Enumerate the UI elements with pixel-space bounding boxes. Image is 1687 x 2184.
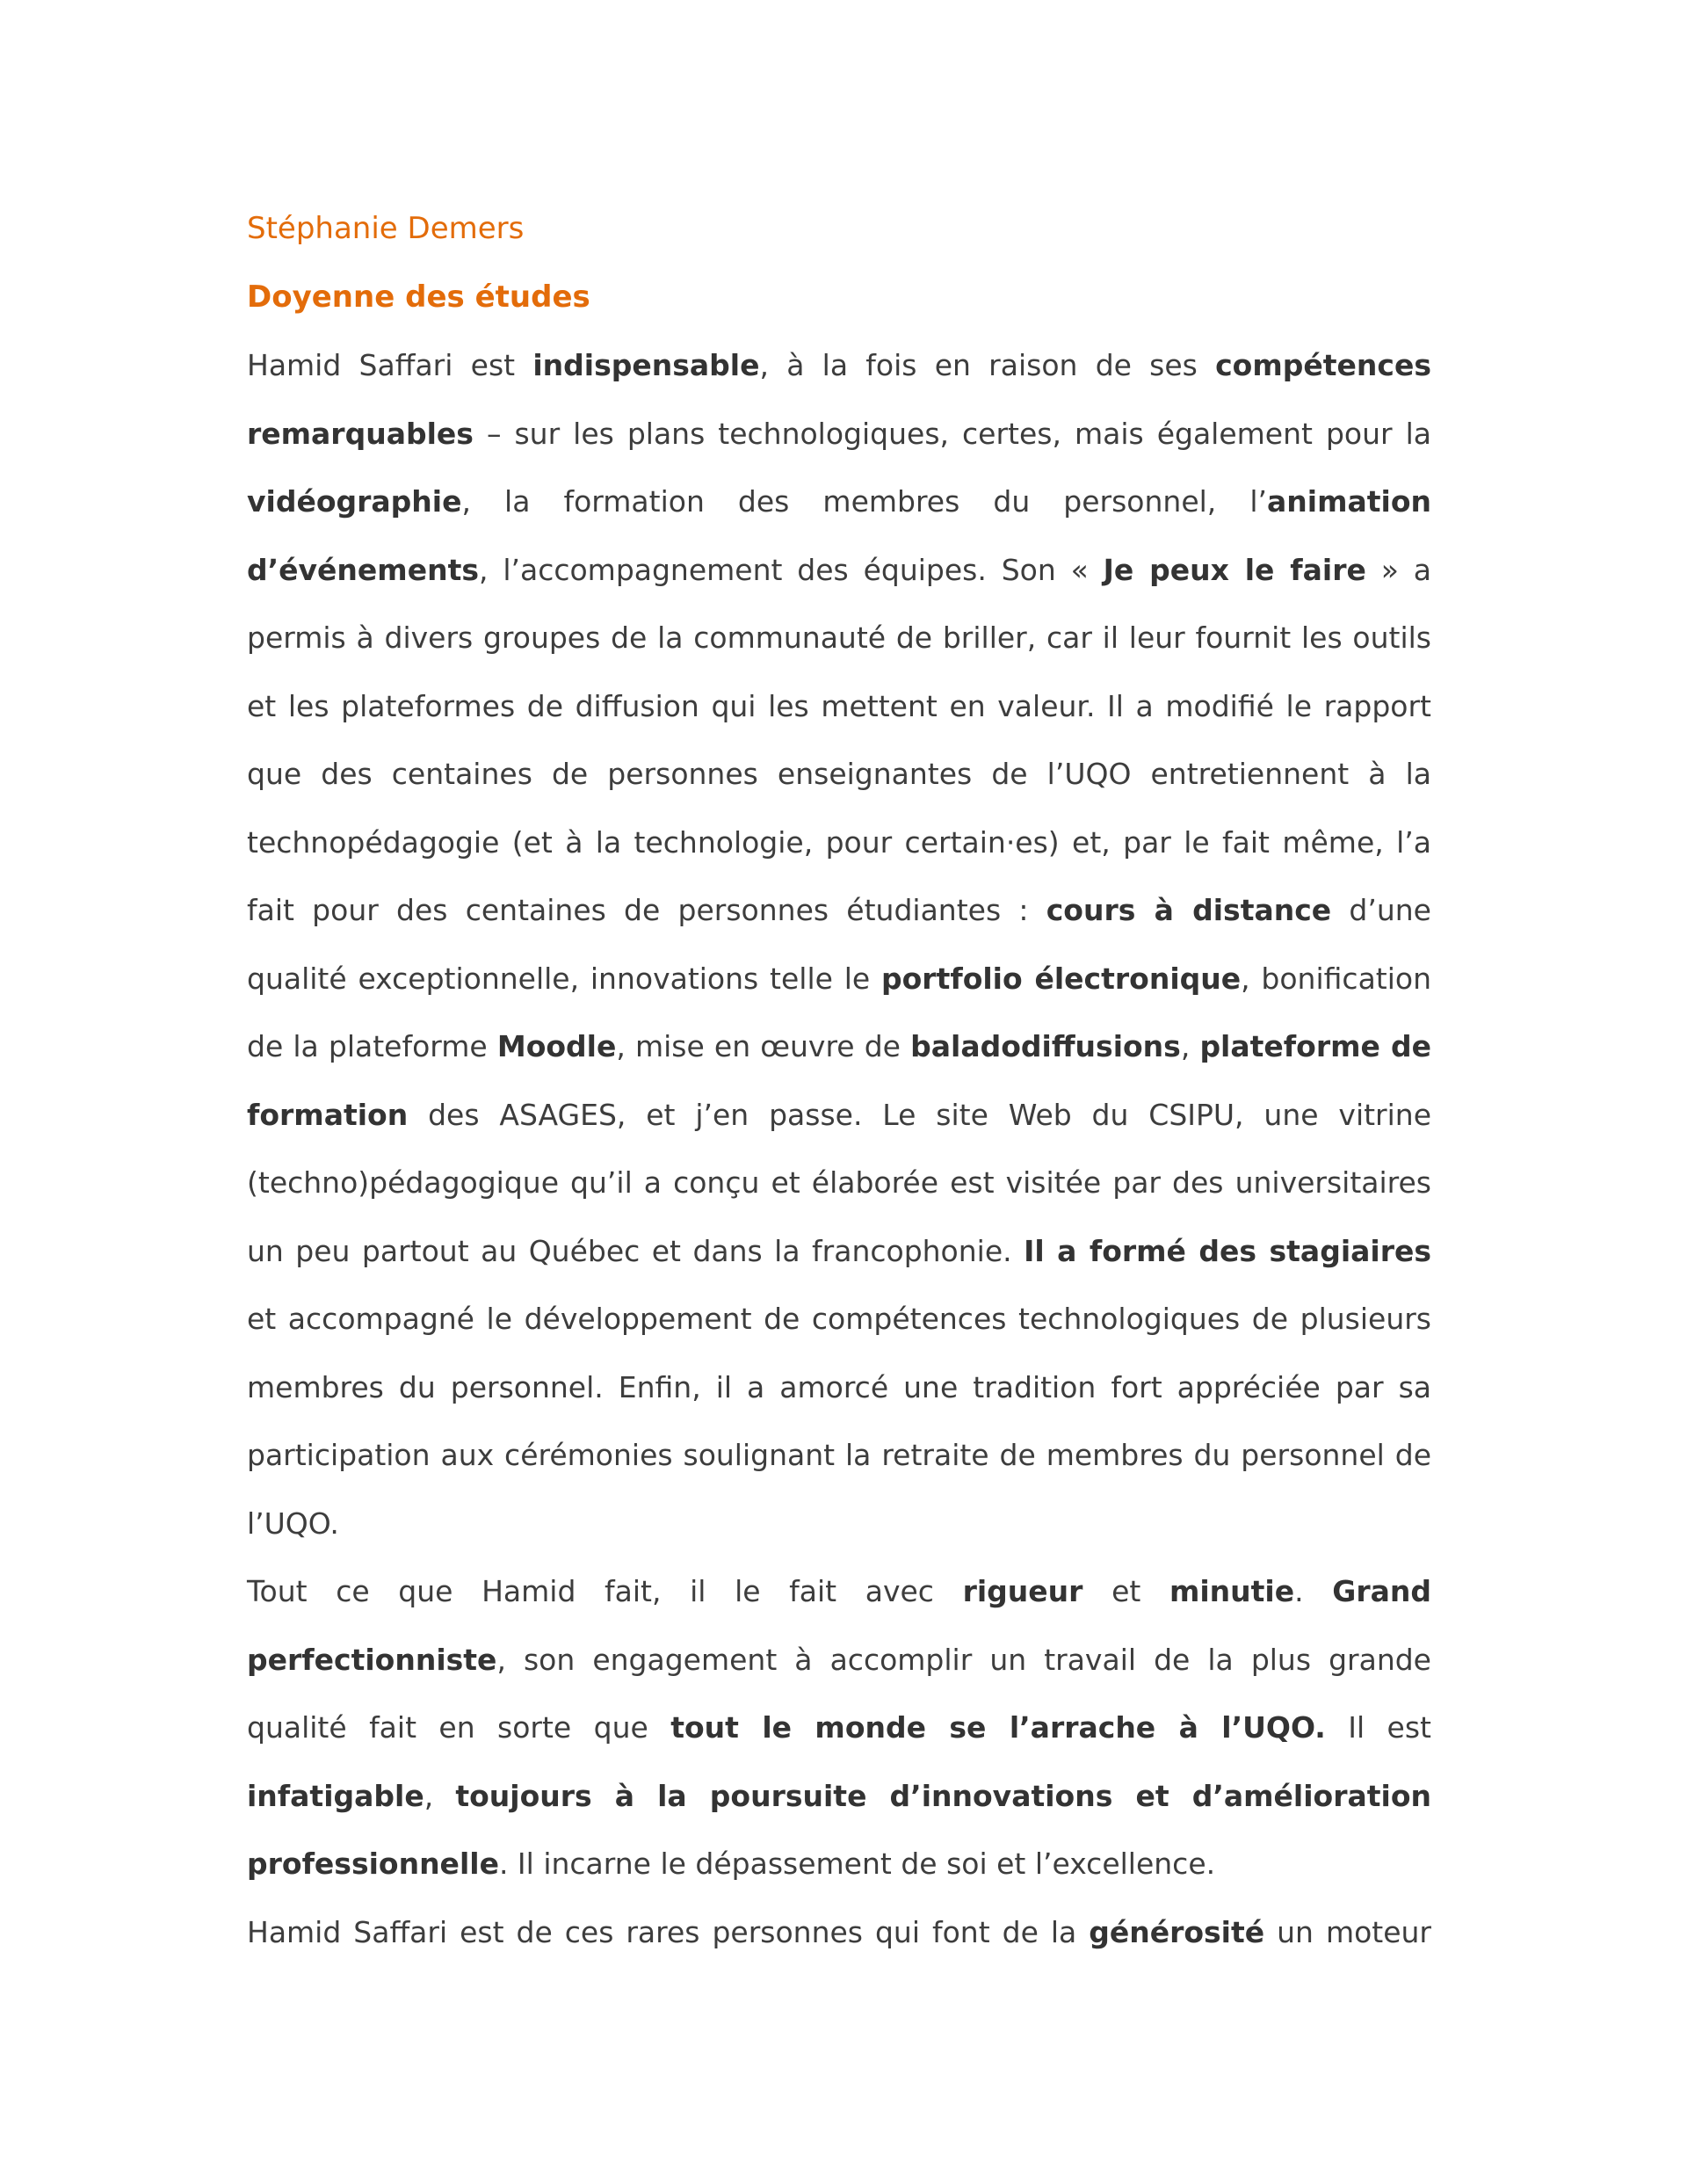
- paragraph-text: ,: [1180, 1029, 1200, 1063]
- emphasized-text: animation d’événements: [247, 484, 1431, 587]
- paragraph-text: – sur les plans technologiques, certes, mais également pour la: [473, 416, 1431, 451]
- paragraph-text: et accompagné le développement de compétences technologiques de plusieurs membres du personnel. Enfin, il a amorcé une tradition fort appréciée par sa participation aux cérémonies soulignant la retraite de membres du personnel de l’UQO.: [247, 1302, 1431, 1541]
- paragraph-text: , l’accompagnement des équipes. Son «: [478, 552, 1104, 587]
- emphasized-text: plateforme de formation: [247, 1029, 1431, 1132]
- emphasized-text: indispensable: [532, 348, 760, 382]
- emphasized-text: portfolio électronique: [881, 961, 1242, 996]
- paragraph-text: .: [1294, 1574, 1333, 1608]
- emphasized-text: cours à distance: [1046, 893, 1332, 927]
- paragraph-text: un moteur: [1264, 1914, 1431, 1949]
- author-role: Doyenne des études: [247, 279, 590, 315]
- emphasized-text: vidéographie: [247, 484, 462, 519]
- paragraph-text: . Il incarne le dépassement de soi et l’excellence.: [498, 1847, 1216, 1881]
- paragraph-text: Il est: [1325, 1710, 1431, 1745]
- emphasized-text: compétences remarquables: [247, 348, 1431, 451]
- emphasized-text: Moodle: [496, 1029, 617, 1063]
- emphasized-text: rigueur: [962, 1574, 1083, 1608]
- emphasized-text: Je peux le faire: [1103, 552, 1366, 587]
- paragraph-text: , son engagement à accomplir un travail de la plus grande qualité fait en sorte que: [247, 1642, 1431, 1745]
- paragraph: [247, 1557, 1431, 1898]
- paragraph-text: » a permis à divers groupes de la communauté de briller, car il leur fournit les outils et les plateformes de diffusion qui les mettent en valeur. Il a modifié le rapport que des centaines de personnes enseignantes de l’UQO entretiennent à la technopédagogie (et à la technologie, pour certain·es) et, par le fait même, l’a fait pour des centaines de personnes étudiantes :: [247, 552, 1431, 927]
- emphasized-text: infatigable: [247, 1778, 424, 1813]
- paragraph-text: et: [1082, 1574, 1169, 1608]
- emphasized-text: générosité: [1089, 1914, 1265, 1949]
- emphasized-text: minutie: [1169, 1574, 1295, 1608]
- paragraph-text: , à la fois en raison de ses: [759, 348, 1216, 382]
- paragraph-text: Hamid Saffari est: [247, 348, 533, 382]
- paragraph-text: , bonification de la plateforme: [247, 961, 1431, 1063]
- paragraph-text: d’une qualité exceptionnelle, innovations telle le: [247, 893, 1431, 996]
- paragraph-text: des ASAGES, et j’en passe. Le site Web du CSIPU, une vitrine (techno)pédagogique qu’il a conçu et élaborée est visitée par des universitaires un peu partout au Québec et dans la francophonie.: [247, 1097, 1431, 1268]
- paragraph-text: Hamid Saffari est de ces rares personnes qui font de la: [247, 1914, 1090, 1949]
- emphasized-text: toujours à la poursuite d’innovations et d’amélioration professionnelle: [247, 1778, 1431, 1881]
- paragraph: [247, 331, 1431, 1557]
- emphasized-text: Il a formé des stagiaires: [1024, 1233, 1432, 1268]
- emphasized-text: tout le monde se l’arrache à l’UQO.: [670, 1710, 1326, 1745]
- paragraph-text: ,: [424, 1778, 456, 1813]
- paragraph-text: , mise en œuvre de: [616, 1029, 911, 1063]
- author-name: Stéphanie Demers: [247, 211, 525, 246]
- paragraph-text: Tout ce que Hamid fait, il le fait avec: [247, 1574, 963, 1608]
- letter-content: [247, 195, 1431, 1966]
- emphasized-text: baladodiffusions: [910, 1029, 1181, 1063]
- paragraph: [247, 1898, 1431, 1967]
- emphasized-text: Grand perfectionniste: [247, 1574, 1431, 1677]
- paragraph-text: , la formation des membres du personnel, l’: [461, 484, 1268, 519]
